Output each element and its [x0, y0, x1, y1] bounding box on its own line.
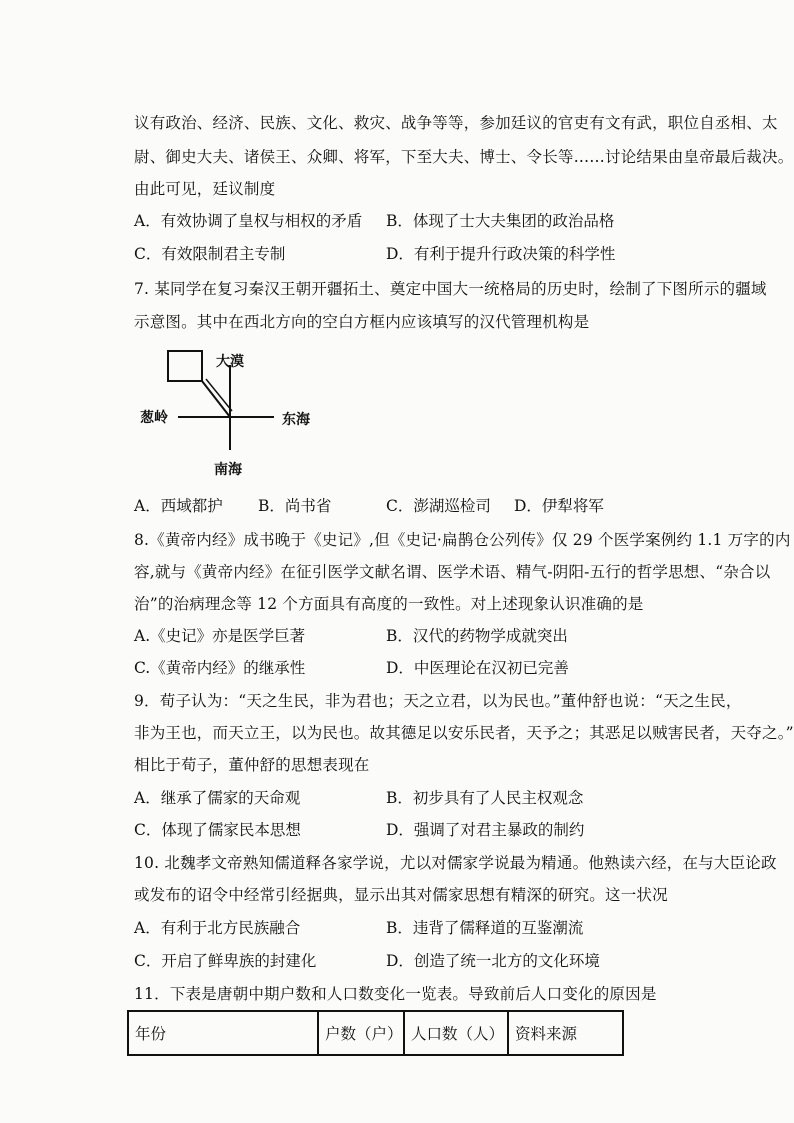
q8-text-line-3: 治”的治病理念等 12 个方面具有高度的一致性。对上述现象认识准确的是: [134, 595, 644, 613]
q9-text-line-1: 9．荀子认为：“天之生民，非为君也；天之立君，以为民也。”董仲舒也说：“天之生民，: [134, 692, 742, 710]
q8-option-c: C.《黄帝内经》的继承性: [134, 659, 306, 677]
q6-text-line-1: 议有政治、经济、民族、文化、救灾、战争等等，参加廷议的官吏有文有武，职位自丞相、太: [134, 114, 778, 132]
q9-option-d: D．强调了对君主暴政的制约: [386, 821, 585, 839]
q7-option-b: B．尚书省: [258, 497, 332, 515]
label-north: 大漠: [216, 354, 244, 370]
q9-option-b: B．初步具有了人民主权观念: [386, 789, 584, 807]
q11-text-line-1: 11．下表是唐朝中期户数和人口数变化一览表。导致前后人口变化的原因是: [134, 985, 657, 1003]
table-header-year: 年份: [128, 1011, 318, 1055]
q6-option-c: C．有效限制君主专制: [134, 245, 286, 263]
q8-text-line-1: 8.《黄帝内经》成书晚于《史记》,但《史记·扁鹊仓公列传》仅 29 个医学案例约 1.1 万字的内: [134, 531, 791, 549]
q10-option-c: C．开启了鲜卑族的封建化: [134, 952, 317, 970]
q9-text-line-3: 相比于荀子，董仲舒的思想表现在: [134, 756, 370, 774]
northwest-connector: [202, 381, 230, 417]
q7-option-d: D．伊犁将军: [514, 497, 604, 515]
population-table: [127, 1010, 624, 1056]
q8-text-line-2: 容,就与《黄帝内经》在征引医学文献名谓、医学术语、精气-阴阳-五行的哲学思想、“杂合以: [134, 563, 771, 581]
label-west: 葱岭: [140, 410, 168, 426]
q7-option-a: A．西域都护: [134, 497, 223, 515]
q6-option-b: B．体现了士大夫集团的政治品格: [386, 212, 615, 230]
northwest-connector-inner: [206, 379, 232, 411]
q8-option-a: A.《史记》亦是医学巨著: [134, 627, 306, 645]
label-east: 东海: [282, 412, 310, 428]
q6-option-d: D．有利于提升行政决策的科学性: [386, 245, 616, 263]
q10-option-d: D．创造了统一北方的文化环境: [386, 952, 600, 970]
q10-text-line-1: 10. 北魏孝文帝熟知儒道释各家学说，尤以对儒家学说最为精通。他熟读六经，在与大臣论政: [134, 854, 777, 872]
q8-option-b: B．汉代的药物学成就突出: [386, 627, 568, 645]
q8-option-d: D．中医理论在汉初已完善: [386, 659, 569, 677]
q6-option-a: A．有效协调了皇权与相权的矛盾: [134, 212, 363, 230]
label-south: 南海: [214, 462, 242, 478]
blank-answer-box: [168, 351, 202, 381]
q7-text-line-2: 示意图。其中在西北方向的空白方框内应该填写的汉代管理机构是: [134, 313, 590, 331]
territory-diagram: [130, 345, 360, 485]
q9-text-line-2: 非为王也，而天立王，以为民也。故其德足以安乐民者，天予之；其恶足以贼害民者，天夺之。”: [134, 724, 794, 742]
q10-option-b: B．违背了儒释道的互鉴潮流: [386, 919, 584, 937]
table-header-population: 人口数（人）: [404, 1011, 508, 1055]
table-header-source: 资料来源: [508, 1011, 623, 1055]
q7-option-c: C．澎湖巡检司: [386, 497, 491, 515]
q10-text-line-2: 或发布的诏令中经常引经据典，显示出其对儒家思想有精深的研究。这一状况: [134, 886, 668, 904]
table-header-households: 户数（户）: [318, 1011, 404, 1055]
q9-option-c: C．体现了儒家民本思想: [134, 821, 301, 839]
q10-option-a: A．有利于北方民族融合: [134, 919, 301, 937]
q6-text-line-3: 由此可见，廷议制度: [134, 180, 276, 198]
q6-text-line-2: 尉、御史大夫、诸侯王、众卿、将军，下至大夫、博士、令长等……讨论结果由皇帝最后裁决。: [134, 148, 794, 166]
q7-text-line-1: 7. 某同学在复习秦汉王朝开疆拓土、奠定中国大一统格局的历史时，绘制了下图所示的疆域: [134, 280, 767, 298]
q9-option-a: A．继承了儒家的天命观: [134, 789, 301, 807]
table-header-row: [128, 1011, 623, 1055]
